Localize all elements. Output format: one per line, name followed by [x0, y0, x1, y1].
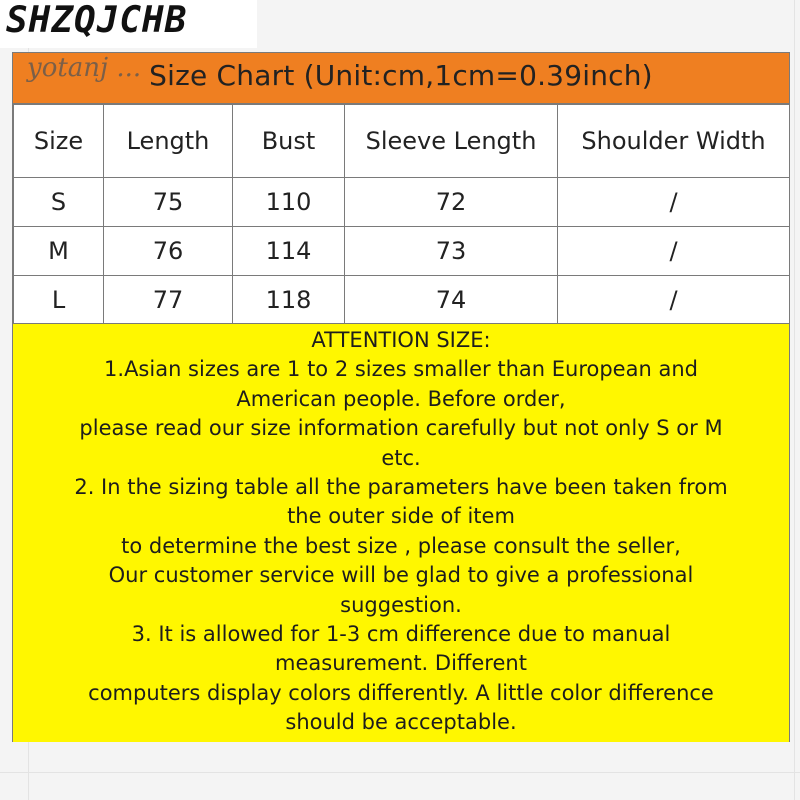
notice-line: American people. Before order,	[236, 386, 566, 411]
table-cell: 118	[233, 276, 345, 325]
column-header: Shoulder Width	[558, 105, 790, 178]
table-cell: 114	[233, 227, 345, 276]
column-header: Length	[104, 105, 233, 178]
brand-logo-text: SHZQJCHB	[6, 0, 188, 41]
table-header-row	[14, 105, 790, 178]
background-gridline	[0, 772, 800, 773]
column-header: Sleeve Length	[345, 105, 558, 178]
notice-line: to determine the best size , please consult the seller,	[121, 533, 681, 558]
notice-line: 1.Asian sizes are 1 to 2 sizes smaller than European and	[104, 357, 698, 382]
table-cell: S	[14, 178, 104, 227]
size-chart-header	[13, 53, 789, 104]
table-cell: M	[14, 227, 104, 276]
background-gridline	[794, 0, 795, 800]
watermark-text: yotanj ...	[27, 53, 142, 83]
notice-line: the outer side of item	[287, 504, 515, 529]
table-cell: 77	[104, 276, 233, 325]
notice-line: Our customer service will be glad to give a professional	[108, 563, 694, 588]
brand-logo	[0, 0, 257, 48]
notice-heading: ATTENTION SIZE:	[311, 328, 491, 352]
table-row	[14, 227, 790, 276]
table-cell: /	[558, 178, 790, 227]
notice-line: etc.	[381, 445, 421, 470]
column-header: Size	[14, 105, 104, 178]
size-chart	[12, 52, 790, 742]
table-cell: /	[558, 276, 790, 325]
table-cell: 72	[345, 178, 558, 227]
column-header: Bust	[233, 105, 345, 178]
table-cell: /	[558, 227, 790, 276]
table-cell: 74	[345, 276, 558, 325]
notice-line: measurement. Different	[275, 651, 527, 676]
table-cell: L	[14, 276, 104, 325]
notice-line: 3. It is allowed for 1-3 cm difference due to manual	[131, 622, 671, 647]
notice-line: computers display colors differently. A little color difference	[88, 680, 714, 705]
table-cell: 76	[104, 227, 233, 276]
notice-line: should be acceptable.	[285, 710, 517, 735]
table-row	[14, 178, 790, 227]
table-cell: 73	[345, 227, 558, 276]
notice-line: please read our size information carefully but not only S or M	[79, 416, 723, 441]
attention-notice	[13, 323, 789, 742]
table-cell: 110	[233, 178, 345, 227]
table-cell: 75	[104, 178, 233, 227]
size-chart-title: Size Chart (Unit:cm,1cm=0.39inch)	[149, 59, 653, 92]
size-table	[13, 104, 790, 325]
notice-line: 2. In the sizing table all the parameters have been taken from	[74, 475, 728, 500]
notice-line: suggestion.	[340, 592, 462, 617]
table-row	[14, 276, 790, 325]
